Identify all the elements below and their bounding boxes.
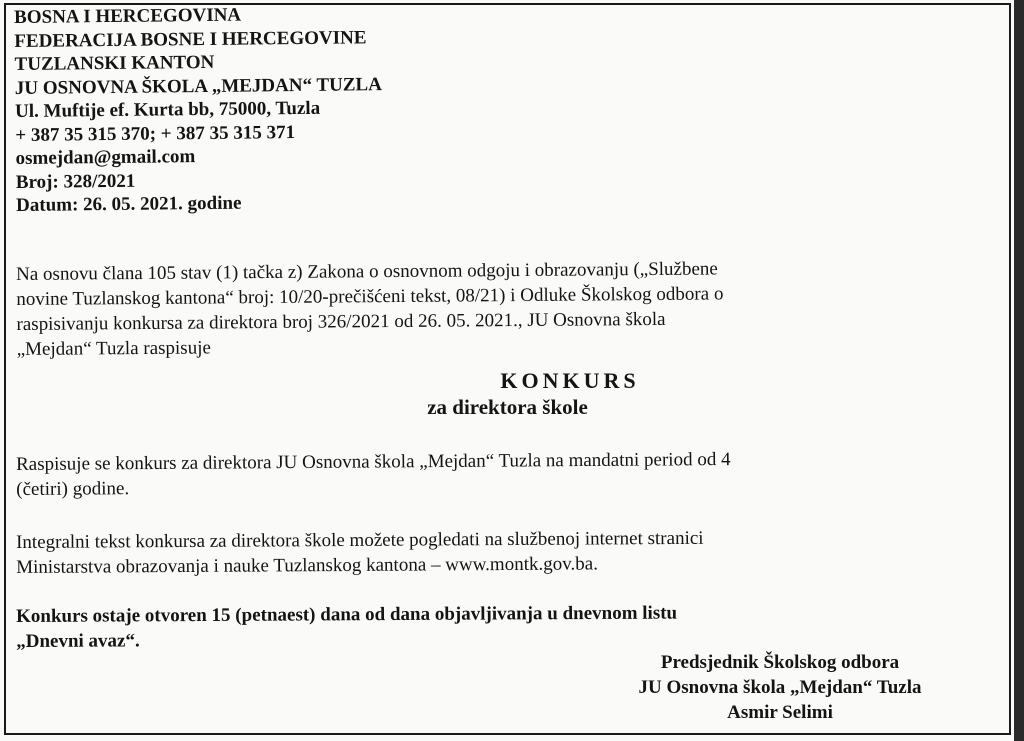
intro-line: novine Tuzlanskog kantona“ broj: 10/20-prečišćeni tekst, 08/21) i Odluke Školskog odbora o bbox=[16, 283, 724, 310]
title-subtitle: za direktora škole bbox=[427, 395, 588, 419]
announcement-line: (četiri) godine. bbox=[16, 478, 130, 500]
letterhead bbox=[14, 2, 383, 217]
signature-block bbox=[560, 650, 1000, 725]
deadline-line: „Dnevni avaz“. bbox=[16, 630, 140, 652]
letterhead-federation: FEDERACIJA BOSNE I HERCEGOVINE bbox=[14, 26, 367, 52]
letterhead-date: Datum: 26. 05. 2021. godine bbox=[15, 192, 242, 216]
deadline-line: Konkurs ostaje otvoren 15 (petnaest) dana od dana objavljivanja u dnevnom listu bbox=[16, 602, 678, 627]
letterhead-phone: + 387 35 315 370; + 387 35 315 371 bbox=[15, 121, 296, 146]
scan-edge-shadow bbox=[1014, 0, 1024, 741]
link-paragraph bbox=[16, 524, 968, 580]
intro-paragraph bbox=[16, 255, 969, 362]
letterhead-address: Ul. Muftije ef. Kurta bb, 75000, Tuzla bbox=[14, 97, 321, 122]
document-title bbox=[0, 368, 1010, 421]
letterhead-email: osmejdan@gmail.com bbox=[15, 146, 196, 169]
link-line: Ministarstva obrazovanja i nauke Tuzlanskog kantona – www.montk.gov.ba. bbox=[16, 553, 598, 578]
letterhead-school: JU OSNOVNA ŠKOLA „MEJDAN“ TUZLA bbox=[14, 73, 382, 99]
announcement-paragraph bbox=[16, 445, 968, 502]
signature-institution: JU Osnovna škola „Mejdan“ Tuzla bbox=[638, 677, 922, 698]
announcement-line: Raspisuje se konkurs za direktora JU Osnovna škola „Mejdan“ Tuzla na mandatni period od 4 bbox=[16, 449, 731, 475]
letterhead-country: BOSNA I HERCEGOVINA bbox=[14, 4, 242, 28]
intro-line: „Mejdan“ Tuzla raspisuje bbox=[16, 337, 211, 360]
link-line: Integralni tekst konkursa za direktora škole možete pogledati na službenoj internet stranici bbox=[16, 527, 704, 553]
intro-line: Na osnovu člana 105 stav (1) tačka z) Zakona o osnovnom odgoju i obrazovanju („Službene bbox=[16, 258, 718, 285]
signature-name: Asmir Selimi bbox=[727, 702, 833, 723]
letterhead-number: Broj: 328/2021 bbox=[15, 170, 136, 193]
deadline-paragraph bbox=[16, 599, 968, 654]
letterhead-canton: TUZLANSKI KANTON bbox=[14, 51, 215, 75]
title-main: KONKURS bbox=[500, 368, 640, 393]
signature-role: Predsjednik Školskog odbora bbox=[660, 652, 900, 673]
intro-line: raspisivanju konkursa za direktora broj 326/2021 od 26. 05. 2021., JU Osnovna škola bbox=[16, 308, 666, 335]
